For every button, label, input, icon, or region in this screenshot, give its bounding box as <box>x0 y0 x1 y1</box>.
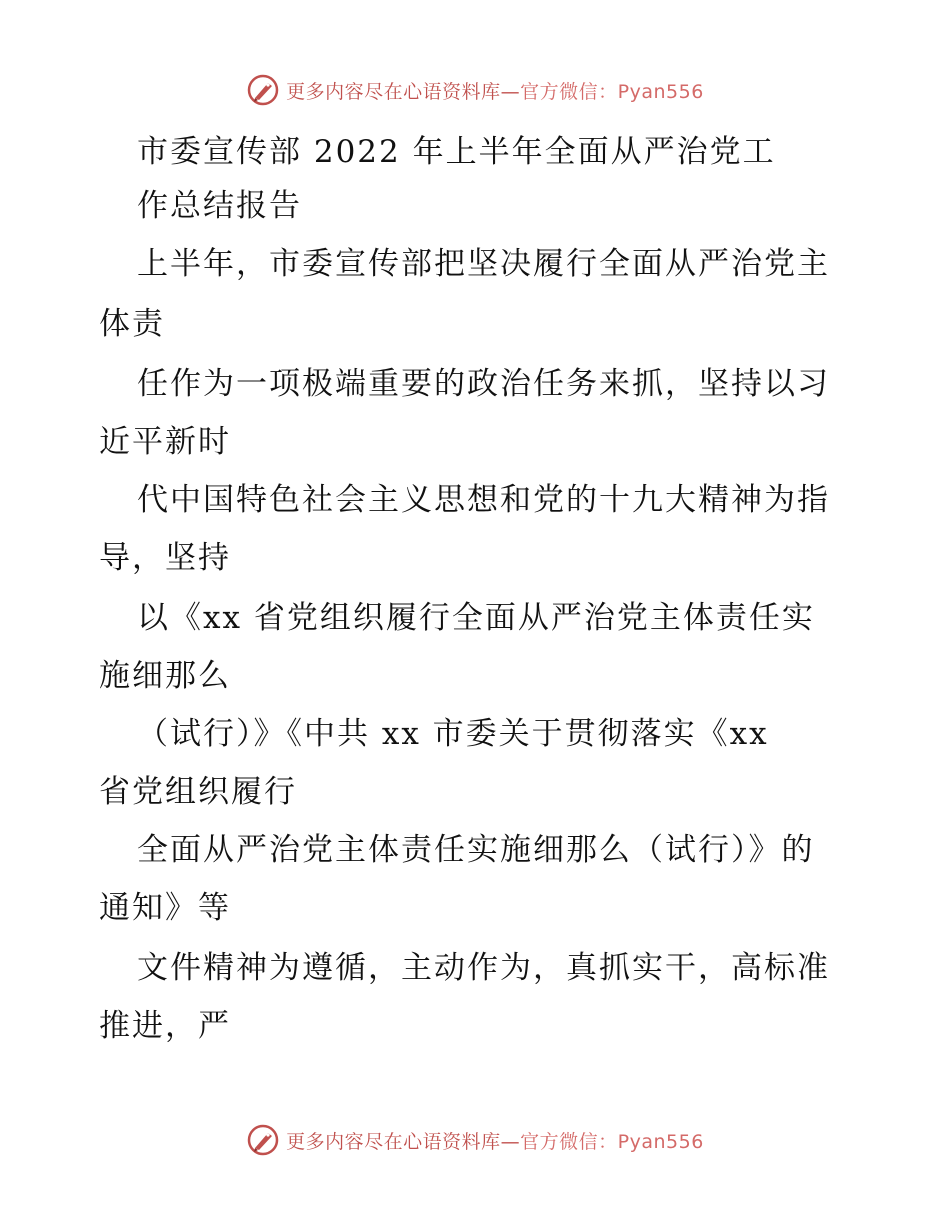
doc-text-line: 任作为一项极端重要的政治任务来抓，坚持以习 <box>137 366 830 402</box>
doc-title-line-1: 市委宣传部 2022 年上半年全面从严治党工 <box>137 134 776 170</box>
doc-text-line: 体责 <box>99 306 165 342</box>
doc-text-line: 省党组织履行 <box>99 774 297 810</box>
doc-text-line: 全面从严治党主体责任实施细那么（试行）》的 <box>137 832 815 868</box>
watermark-separator: — <box>500 80 521 103</box>
watermark-contact: 官方微信：Pyan556 <box>520 80 704 103</box>
doc-text-line: 推进，严 <box>99 1008 231 1044</box>
doc-text-line: 近平新时 <box>99 424 231 460</box>
doc-text-line: 通知》等 <box>99 890 231 926</box>
doc-text-line: 文件精神为遵循，主动作为，真抓实干，高标准 <box>137 950 830 986</box>
header-watermark <box>0 70 950 110</box>
watermark-separator: — <box>500 1130 521 1153</box>
doc-text-line: 施细那么 <box>99 658 231 694</box>
watermark-contact: 官方微信：Pyan556 <box>520 1130 704 1153</box>
doc-text-line: 以《xx 省党组织履行全面从严治党主体责任实 <box>137 600 815 636</box>
doc-text-line: 导，坚持 <box>99 540 231 576</box>
footer-watermark <box>0 1120 950 1160</box>
doc-text-line: 代中国特色社会主义思想和党的十九大精神为指 <box>137 482 830 518</box>
watermark-brand: 更多内容尽在心语资料库 <box>286 1130 501 1153</box>
pen-logo-icon <box>246 73 280 107</box>
watermark-brand: 更多内容尽在心语资料库 <box>286 80 501 103</box>
pen-logo-icon <box>246 1123 280 1157</box>
doc-text-line: 上半年，市委宣传部把坚决履行全面从严治党主 <box>137 246 830 282</box>
doc-text-line: （试行）》《中共 xx 市委关于贯彻落实《xx <box>137 716 769 752</box>
doc-title-line-2: 作总结报告 <box>137 188 302 224</box>
